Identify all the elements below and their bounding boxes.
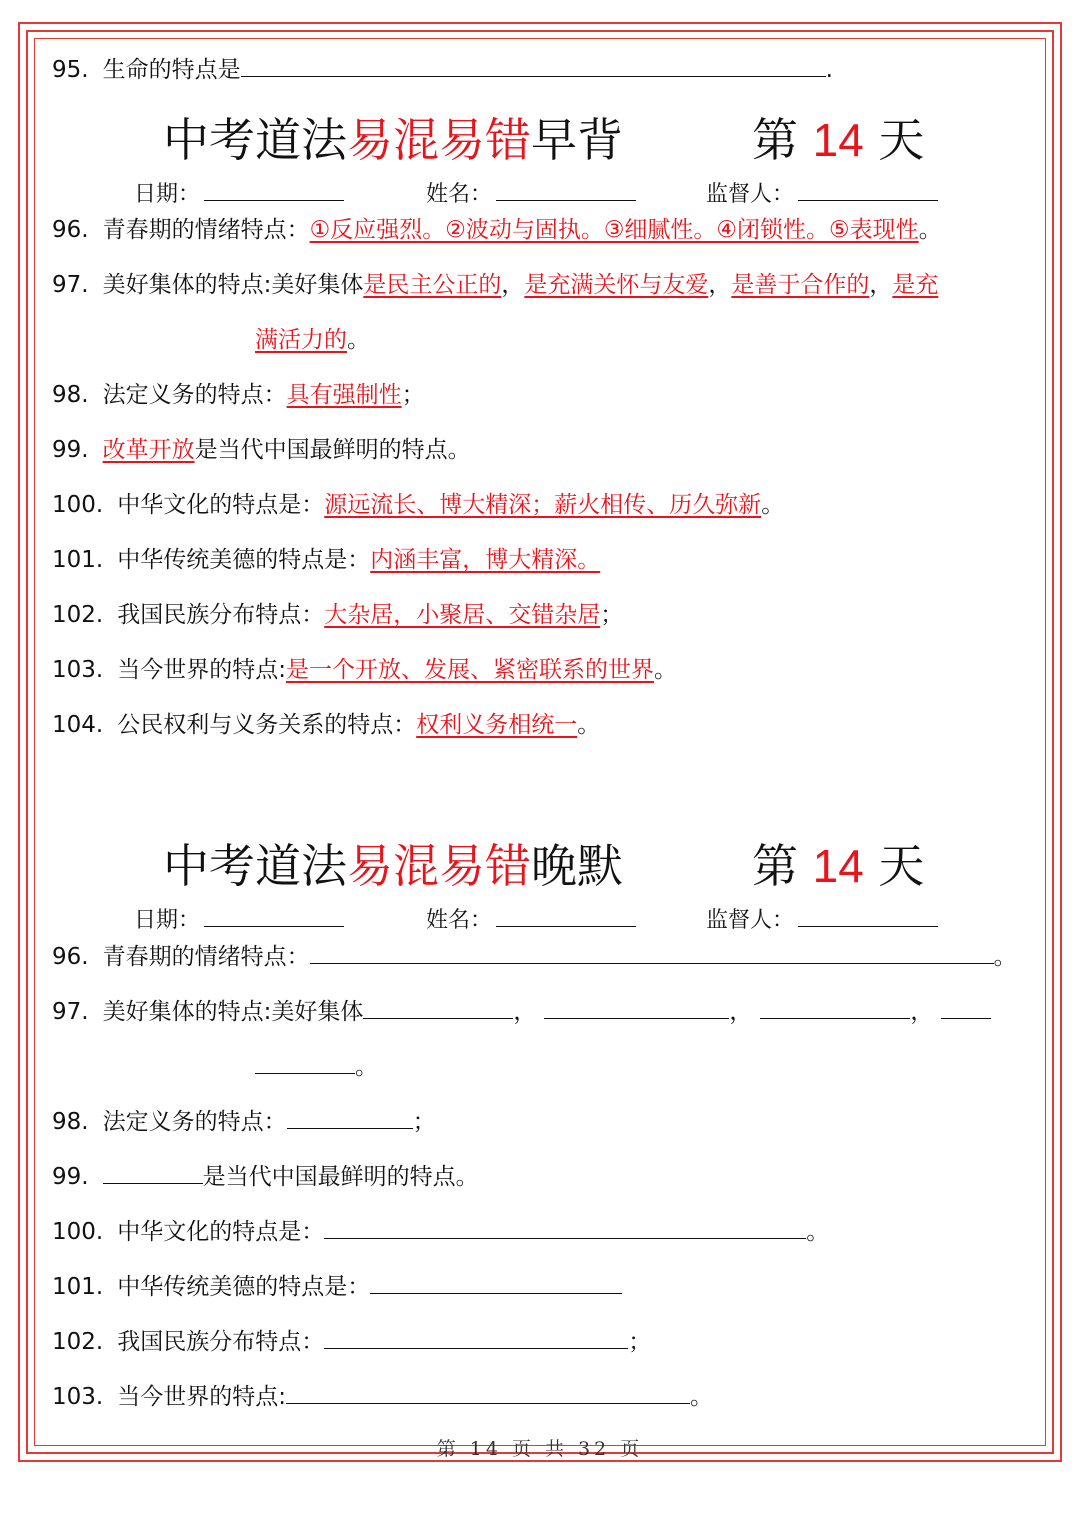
question-95: 95. 生命的特点是 . (52, 54, 833, 85)
answer-blank[interactable] (310, 941, 994, 964)
e-question-96: 96. 青春期的情绪特点： 。 (52, 941, 1017, 972)
e-question-103: 103. 当今世界的特点: 。 (52, 1381, 713, 1412)
answer-blank[interactable] (544, 996, 729, 1019)
answer-blank[interactable] (324, 1216, 806, 1239)
supervisor-field[interactable] (798, 178, 938, 201)
answer-blank[interactable] (324, 1326, 628, 1349)
answer-blank[interactable] (286, 1381, 690, 1404)
e-question-97-cont: 。 (255, 1051, 378, 1082)
name-field[interactable] (496, 904, 636, 927)
m-question-101: 101. 中华传统美德的特点是：内涵丰富，博大精深。 (52, 547, 601, 573)
answer-blank[interactable] (103, 1161, 203, 1184)
answer-blank[interactable] (760, 996, 910, 1019)
m-question-99: 99. 改革开放是当代中国最鲜明的特点。 (52, 437, 471, 463)
answer-blank[interactable] (370, 1271, 622, 1294)
m-question-97-cont: 满活力的。 (255, 327, 370, 353)
m-question-102: 102. 我国民族分布特点：大杂居，小聚居、交错杂居； (52, 602, 624, 628)
answer-blank[interactable] (287, 1106, 413, 1129)
page-footer: 第 14 页 共 32 页 (436, 1438, 644, 1460)
date-field[interactable] (204, 904, 344, 927)
answer-blank[interactable] (255, 1051, 355, 1074)
m-question-96: 96. 青春期的情绪特点：①反应强烈。②波动与固执。③细腻性。④闭锁性。⑤表现性。 (52, 217, 942, 243)
m-question-98: 98. 法定义务的特点：具有强制性； (52, 382, 425, 408)
m-question-103: 103. 当今世界的特点:是一个开放、发展、紧密联系的世界。 (52, 657, 677, 683)
answer-blank[interactable] (941, 996, 991, 1019)
name-field[interactable] (496, 178, 636, 201)
m-question-100: 100. 中华文化的特点是：源远流长、博大精深；薪火相传、历久弥新。 (52, 492, 785, 518)
e-question-98: 98. 法定义务的特点： ； (52, 1106, 436, 1137)
e-question-99: 99. 是当代中国最鲜明的特点。 (52, 1161, 479, 1192)
e-question-97: 97. 美好集体的特点:美好集体 ， ， ， (52, 996, 991, 1027)
m-question-104: 104. 公民权利与义务关系的特点：权利义务相统一。 (52, 712, 601, 738)
e-question-102: 102. 我国民族分布特点： ； (52, 1326, 651, 1357)
e-question-100: 100. 中华文化的特点是： 。 (52, 1216, 829, 1247)
e-question-101: 101. 中华传统美德的特点是： (52, 1271, 622, 1302)
answer-blank[interactable] (363, 996, 513, 1019)
supervisor-field[interactable] (798, 904, 938, 927)
answer-blank[interactable] (241, 54, 826, 77)
m-question-97: 97. 美好集体的特点:美好集体是民主公正的，是充满关怀与友爱，是善于合作的，是充 (52, 272, 939, 298)
date-field[interactable] (204, 178, 344, 201)
